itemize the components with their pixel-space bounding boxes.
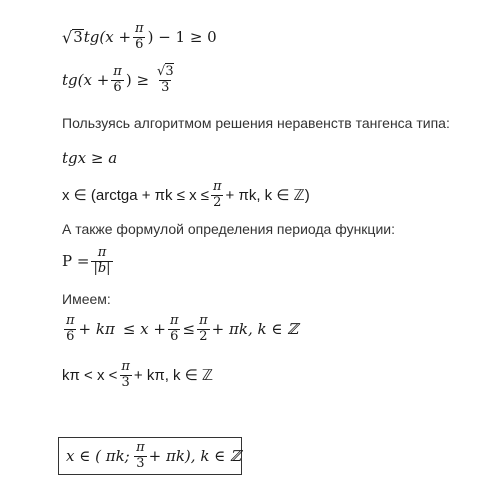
fraction-pi-6: $\frac{\pi}{6}$ <box>135 21 144 52</box>
inequality-result: kπ < x < $\frac{\pi}{3}$ + kπ, k ∈ ℤ <box>62 359 214 390</box>
fraction-pi-b: $\frac{\pi}{|b|}$ <box>93 245 111 276</box>
inequality-original: √ 3 tg(x + $\frac{\pi}{6}$ ) − 1 ≥ 0 <box>62 21 217 52</box>
text-period: А также формулой определения периода функции: <box>62 221 395 237</box>
fraction-pi-3: $\frac{\pi}{3}$ <box>121 359 130 390</box>
fraction-pi-6: $\frac{\pi}{6}$ <box>66 313 75 344</box>
fraction-pi-6: $\frac{\pi}{6}$ <box>169 313 179 344</box>
fraction-sqrt3-3: $\frac{√3}{3}$ <box>157 64 174 95</box>
text-algorithm: Пользуясь алгоритмом решения неравенств тангенса типа: <box>62 115 450 131</box>
formula-period: P = $\frac{\pi}{|b|}$ <box>62 245 111 276</box>
fraction-pi-3: $\frac{\pi}{3}$ <box>136 439 145 471</box>
fraction-pi-2: $\frac{\pi}{2}$ <box>199 313 208 344</box>
sqrt-3: √ 3 <box>62 27 83 47</box>
answer-box: x ∈ ( πk; $\frac{\pi}{3}$ + πk), k ∈ ℤ <box>58 437 242 475</box>
inequality-double: $\frac{\pi}{6}$ + kπ ≤ x + $\frac{\pi}{6}$ ≤ $\frac{\pi}{2}$ + πk, k ∈ ℤ <box>66 313 299 344</box>
text-we-have: Имеем: <box>62 291 111 307</box>
fraction-pi-6: $\frac{\pi}{6}$ <box>113 64 122 95</box>
fraction-pi-2: $\frac{\pi}{2}$ <box>213 179 222 210</box>
solution-general: x ∈ (arctga + πk ≤ x ≤ $\frac{\pi}{2}$ + πk, k ∈ ℤ) <box>62 179 310 210</box>
inequality-general: tgx ≥ a <box>62 149 118 167</box>
inequality-tangent: tg(x + $\frac{\pi}{6}$ ) ≥ $\frac{√3}{3}$ <box>62 64 174 95</box>
